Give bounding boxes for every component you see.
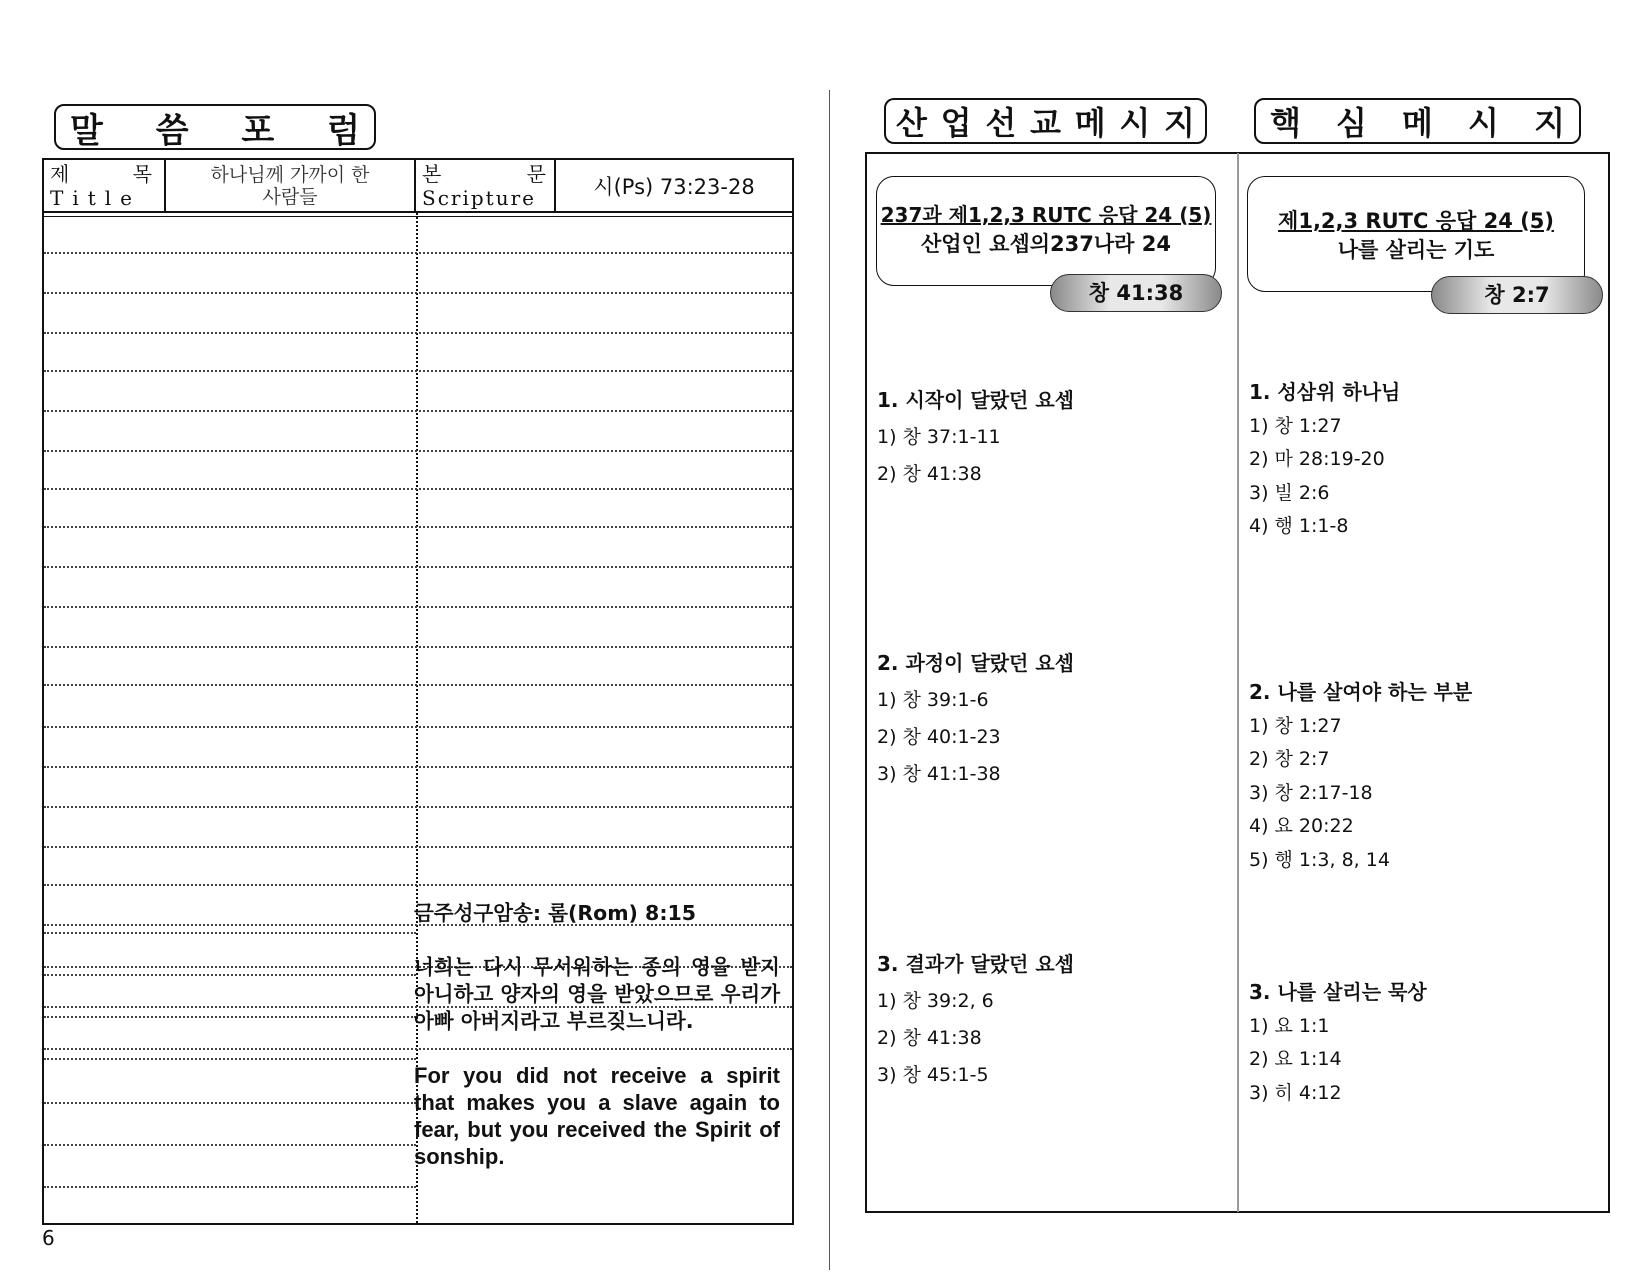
note-line (44, 932, 416, 934)
core-message-title-box (1254, 98, 1581, 144)
industrial-title-char: 선 (985, 104, 1017, 142)
scripture-reference: 1) 창 39:1-6 (877, 689, 989, 711)
scripture-reference: 3) 창 45:1-5 (877, 1064, 989, 1086)
scripture-reference: 2) 요 1:14 (1249, 1048, 1342, 1070)
title-label-en: Title (50, 186, 142, 210)
note-line (44, 370, 792, 372)
scripture-reference: 3) 빌 2:6 (1249, 481, 1330, 504)
core-title-char: 시 (1468, 104, 1499, 142)
scripture-label-en: Scripture (422, 186, 536, 210)
scripture-reference: 3) 창 2:17-18 (1249, 781, 1373, 804)
scripture-reference: 2) 창 2:7 (1249, 748, 1330, 770)
forum-title-char: 럼 (327, 110, 360, 151)
core-section-3 (1249, 976, 1427, 1110)
industrial-title-char: 업 (940, 104, 972, 142)
scripture-reference: 4) 요 20:22 (1249, 815, 1354, 837)
industrial-reference-pill: 창 41:38 (1050, 274, 1222, 312)
note-line (44, 332, 792, 334)
forum-title-char: 말 (70, 110, 103, 151)
title-value-cell[interactable] (166, 160, 416, 211)
title-label-ko: 제 (50, 162, 76, 186)
core-title-char: 메 (1402, 104, 1433, 142)
scripture-reference: 1) 창 37:1-11 (877, 426, 1001, 448)
page-number: 6 (42, 1226, 55, 1250)
industrial-title-char: 교 (1030, 104, 1061, 142)
core-topic-bubble (1247, 176, 1585, 292)
section-title: 2. 나를 살여야 하는 부분 (1249, 680, 1473, 704)
scripture-label-cell (416, 160, 556, 211)
note-line (44, 410, 792, 412)
scripture-reference: 1) 창 39:2, 6 (877, 990, 994, 1012)
memory-verse-korean: 너희는 다시 무서워하는 종의 영을 받지 아니하고 양자의 영을 받았으므로 우리가 아빠 아버지라고 부르짖느니라. (414, 955, 780, 1033)
header-underline (44, 216, 792, 217)
section-title: 1. 시작이 달랐던 요셉 (877, 388, 1074, 412)
memory-verse-block (414, 900, 780, 1170)
core-title-char: 지 (1534, 104, 1565, 142)
scripture-reference: 1) 요 1:1 (1249, 1014, 1330, 1037)
section-title: 1. 성삼위 하나님 (1249, 380, 1401, 404)
industrial-section-3 (877, 946, 1074, 1094)
core-title-char: 핵 (1270, 104, 1301, 142)
scripture-reference: 3) 창 41:1-38 (877, 763, 1001, 785)
note-line (44, 726, 792, 728)
page-fold-line (829, 90, 830, 1270)
core-topic-line: 제1,2,3 RUTC 응답 24 (5) (1278, 209, 1554, 233)
industrial-title-char: 메 (1074, 104, 1106, 142)
core-reference-pill: 창 2:7 (1431, 276, 1603, 314)
note-line (44, 252, 792, 254)
core-topic-line: 나를 살리는 기도 (1337, 238, 1495, 262)
scripture-reference: 5) 행 1:3, 8, 14 (1249, 848, 1390, 871)
scripture-label-ko: 문 (526, 162, 548, 186)
industrial-title-char: 산 (896, 104, 927, 142)
note-line (44, 806, 792, 808)
forum-title-char: 씀 (155, 110, 189, 151)
note-line (44, 1144, 416, 1146)
note-line (44, 766, 792, 768)
title-value-line: 하나님께 가까이 한 (210, 164, 370, 186)
note-line (44, 488, 792, 490)
scripture-reference: 2) 창 41:38 (877, 463, 982, 485)
section-title: 3. 나를 살리는 묵상 (1249, 980, 1427, 1004)
note-line (44, 1058, 416, 1060)
scripture-reference: 1) 창 1:27 (1249, 714, 1342, 737)
title-label-ko: 목 (132, 162, 158, 186)
industrial-section-1 (877, 382, 1074, 493)
industrial-section-2 (877, 645, 1074, 793)
note-line (44, 684, 792, 686)
core-section-1 (1249, 376, 1400, 544)
table-header-row (44, 160, 792, 213)
message-panel-divider (1237, 153, 1239, 1212)
scripture-value-cell[interactable] (556, 160, 792, 211)
title-value-line: 사람들 (262, 186, 318, 208)
note-line (44, 974, 416, 976)
section-title: 3. 결과가 달랐던 요셉 (877, 952, 1074, 976)
note-line (44, 292, 792, 294)
title-label-cell (44, 160, 166, 211)
core-title-char: 심 (1336, 104, 1367, 142)
industrial-title-char: 시 (1119, 104, 1151, 142)
industrial-topic-line: 산업인 요셉의237나라 24 (921, 232, 1171, 256)
note-line (44, 450, 792, 452)
scripture-reference: 1) 창 1:27 (1249, 414, 1342, 437)
scripture-reference: 2) 창 40:1-23 (877, 726, 1001, 748)
note-line (44, 566, 792, 568)
note-line (44, 1102, 416, 1104)
note-line (44, 1016, 416, 1018)
scripture-reference: 2) 창 41:38 (877, 1027, 982, 1049)
note-line (44, 846, 792, 848)
forum-title-box (54, 104, 376, 150)
note-line (44, 1186, 416, 1188)
note-line (44, 646, 792, 648)
memory-verse-heading: 금주성구암송: 롬(Rom) 8:15 (414, 901, 697, 925)
forum-title-char: 포 (241, 110, 275, 151)
core-section-2 (1249, 676, 1472, 877)
note-line (44, 884, 792, 886)
scripture-reference: 4) 행 1:1-8 (1249, 515, 1349, 537)
industrial-title-char: 지 (1164, 104, 1195, 142)
note-line (44, 526, 792, 528)
scripture-label-ko: 본 (422, 162, 444, 186)
industrial-topic-line: 237과 제1,2,3 RUTC 응답 24 (5) (880, 203, 1212, 227)
section-title: 2. 과정이 달랐던 요셉 (877, 651, 1074, 675)
note-line (44, 606, 792, 608)
scripture-reference: 2) 마 28:19-20 (1249, 448, 1385, 470)
industrial-message-title-box (884, 98, 1207, 144)
memory-verse-english: For you did not receive a spirit that makes you a slave again to fear, but you received the Spirit of sonship. (414, 1063, 780, 1169)
scripture-value: 시(Ps) 73:23-28 (593, 174, 755, 199)
industrial-topic-bubble (876, 176, 1216, 286)
scripture-reference: 3) 히 4:12 (1249, 1081, 1342, 1104)
